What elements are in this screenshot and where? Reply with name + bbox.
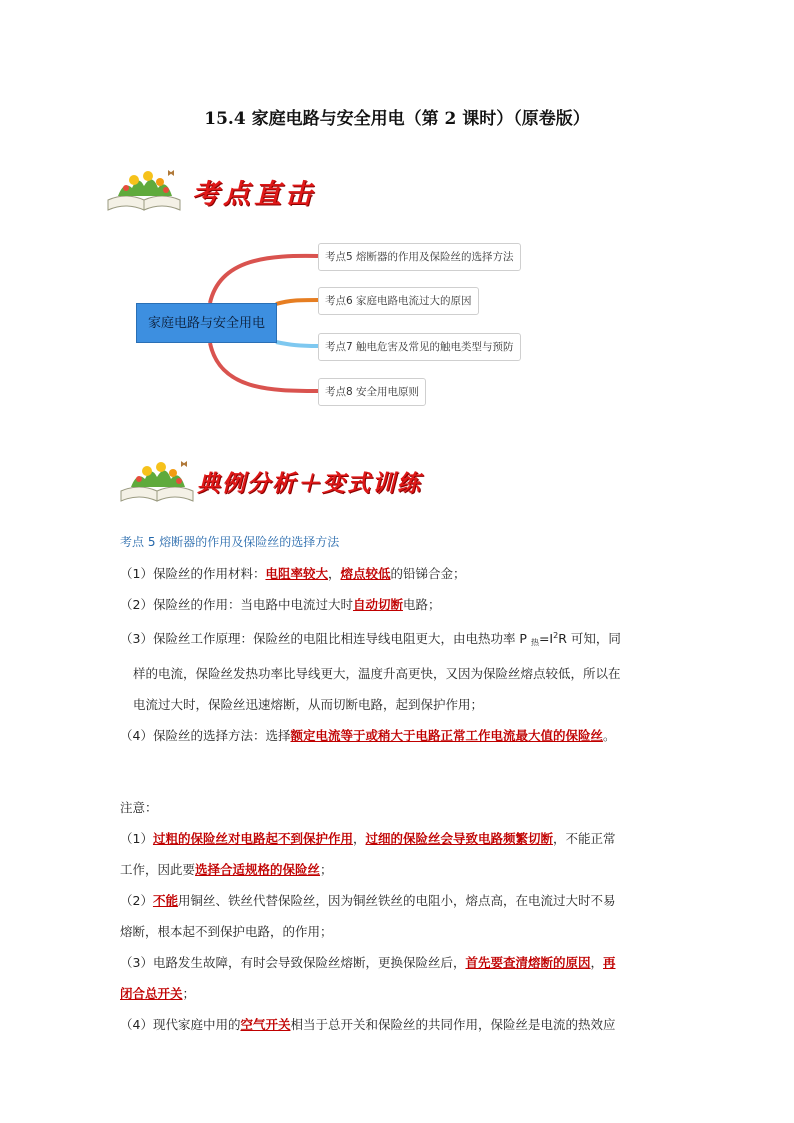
section-heading: 考点 5 熔断器的作用及保险丝的选择方法 bbox=[120, 535, 340, 549]
open-book-flower-icon bbox=[104, 166, 186, 214]
note-1 bbox=[120, 823, 680, 854]
highlight: 自动切断 bbox=[352, 597, 403, 612]
mindmap-branch-2: 考点6 家庭电路电流过大的原因 bbox=[318, 287, 479, 315]
text: R 可知，同 bbox=[558, 631, 621, 646]
highlight: 不能 bbox=[152, 893, 178, 908]
highlight: 过细的保险丝会导致电路频繁切断 bbox=[365, 831, 553, 846]
text: 的铅锑合金； bbox=[390, 566, 466, 581]
open-book-flower-icon bbox=[117, 457, 199, 505]
paragraph-3-line-3: 电流过大时，保险丝迅速熔断，从而切断电路，起到保护作用； bbox=[133, 697, 484, 712]
note-3 bbox=[120, 947, 680, 978]
note-3-line-2 bbox=[120, 978, 680, 1009]
text: （1）保险丝的作用材料： bbox=[120, 566, 266, 581]
kaodian-banner bbox=[104, 166, 364, 214]
text: 。 bbox=[602, 728, 616, 743]
text: （3）保险丝工作原理：保险丝的电阻比相连导线电阻更大，由电热功率 P bbox=[120, 631, 531, 646]
dianli-title: 典例分析＋变式训练 bbox=[197, 470, 422, 497]
highlight: 空气开关 bbox=[240, 1017, 291, 1032]
text: （4）保险丝的选择方法：选择 bbox=[120, 728, 291, 743]
text: （2） bbox=[120, 893, 153, 908]
note-2 bbox=[120, 885, 680, 916]
highlight: 再 bbox=[603, 955, 616, 970]
text: 工作，因此要 bbox=[120, 862, 196, 877]
text: 相当于总开关和保险丝的共同作用，保险丝是电流的热效应 bbox=[290, 1017, 616, 1032]
highlight: 选择合适规格的保险丝 bbox=[195, 862, 321, 877]
mindmap-branch-1: 考点5 熔断器的作用及保险丝的选择方法 bbox=[318, 243, 521, 271]
text: =I bbox=[538, 631, 554, 646]
note-title: 注意： bbox=[120, 800, 158, 815]
note-1-line-2 bbox=[120, 854, 680, 885]
text: （2）保险丝的作用：当电路中电流过大时 bbox=[120, 597, 353, 612]
paragraph-1 bbox=[120, 558, 680, 589]
page-title: 15.4 家庭电路与安全用电（第 2 课时）（原卷版） bbox=[204, 109, 590, 129]
mindmap-root: 家庭电路与安全用电 bbox=[136, 303, 277, 343]
highlight: 首先要查清熔断的原因 bbox=[465, 955, 591, 970]
text: （1） bbox=[120, 831, 153, 846]
paragraph-3-line-2: 样的电流，保险丝发热功率比导线更大，温度升高更快，又因为保险丝熔点较低，所以在 bbox=[133, 666, 621, 681]
highlight: 闭合总开关 bbox=[120, 986, 183, 1001]
text: ； bbox=[320, 862, 333, 877]
kaodian-title: 考点直击 bbox=[192, 179, 316, 210]
highlight: 额定电流等于或稍大于电路正常工作电流最大值的保险丝 bbox=[290, 728, 603, 743]
paragraph-2 bbox=[120, 589, 680, 620]
paragraph-3 bbox=[120, 620, 680, 658]
subscript: 热 bbox=[530, 638, 539, 647]
mindmap-branch-3: 考点7 触电危害及常见的触电类型与预防 bbox=[318, 333, 521, 361]
text: （4）现代家庭中用的 bbox=[120, 1017, 241, 1032]
highlight: 过粗的保险丝对电路起不到保护作用 bbox=[152, 831, 353, 846]
paragraph-4 bbox=[120, 720, 680, 751]
highlight: 电阻率较大 bbox=[265, 566, 328, 581]
note-4 bbox=[120, 1009, 680, 1040]
text: ， bbox=[590, 955, 603, 970]
text: ， bbox=[327, 566, 341, 581]
superscript: 2 bbox=[553, 631, 559, 640]
text: ； bbox=[182, 986, 196, 1001]
text: ， bbox=[352, 831, 366, 846]
note-2-line-2: 熔断，根本起不到保护电路，的作用； bbox=[120, 924, 333, 939]
content-body bbox=[120, 527, 680, 1040]
text: 用铜丝、铁丝代替保险丝，因为铜丝铁丝的电阻小，熔点高，在电流过大时不易 bbox=[177, 893, 616, 908]
text: 电路； bbox=[402, 597, 441, 612]
text: ，不能正常 bbox=[553, 831, 616, 846]
highlight: 熔点较低 bbox=[340, 566, 391, 581]
text: （3）电路发生故障，有时会导致保险丝熔断，更换保险丝后， bbox=[120, 955, 466, 970]
dianli-banner bbox=[117, 457, 477, 505]
mindmap-branch-4: 考点8 安全用电原则 bbox=[318, 378, 426, 406]
